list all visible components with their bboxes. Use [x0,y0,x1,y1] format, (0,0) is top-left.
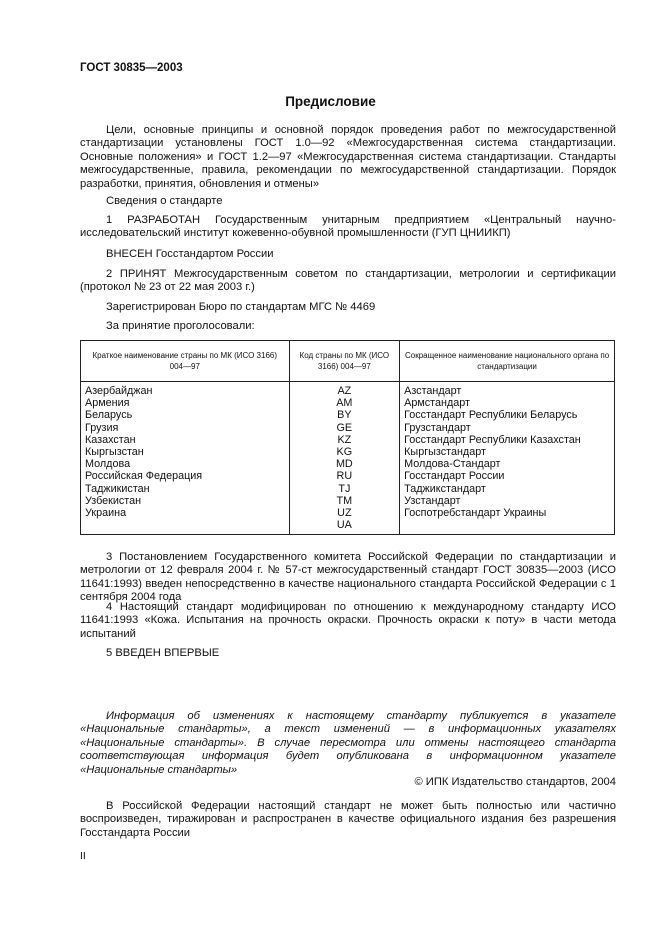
country-code: TM [336,494,353,507]
country-code: BY [337,409,352,422]
standards-body: Госстандарт Республики Беларусь [404,409,578,422]
standards-body: Таджикстандарт [404,482,486,495]
country-code: UZ [337,507,352,520]
standards-body: Госстандарт Республики Казахстан [404,433,581,446]
page-number: II [80,850,86,862]
item-3-decree: 3 Постановлением Государственного комитета Российской Федерации по стандартизации и метрологии от 12 февраля 2004 г. № 57-ст межгосударственный стандарт ГОСТ 30835—2003 (ИСО 11641:1993) введен непосредственно в качестве национального стандарта Российской Федерации с 1 сентября 2004 года [80,551,616,604]
country-name: Таджикистан [85,482,150,495]
standards-body: Азстандарт [404,385,462,397]
country-code: KG [336,446,353,459]
table-row [81,382,615,535]
voted-heading: За принятие проголосовали: [106,320,255,332]
country-name: Армения [85,397,130,410]
country-name: Молдова [85,458,131,471]
country-name: Узбекистан [85,494,142,507]
item-5-first: 5 ВВЕДЕН ВПЕРВЫЕ [106,647,220,659]
table-header-row [81,341,615,382]
about-heading: Сведения о стандарте [106,195,223,207]
standards-body: Госпотребстандарт Украины [404,507,547,520]
col-header-body: Сокращенное наименование национального органа по стандартизации [400,341,615,382]
standards-body: Кыргызстандарт [404,446,486,459]
standards-body: Грузстандарт [404,421,471,434]
country-code: MD [335,458,353,471]
country-code: UA [336,519,352,532]
standards-body: Армстандарт [404,397,470,410]
standards-body: Узстандарт [404,494,461,507]
country-name: Кыргызстан [85,446,144,459]
country-code: KZ [337,433,352,446]
country-name: Российская Федерация [85,470,203,483]
country-code: TJ [338,482,351,495]
standards-body: Молдова-Стандарт [404,458,501,471]
col-header-country: Краткое наименование страны по МК (ИСО 3166) 004—97 [81,341,290,382]
body-column [400,382,615,535]
country-name: Украина [85,507,127,520]
copyright-line: © ИПК Издательство стандартов, 2004 [414,776,616,788]
reproduction-notice: В Российской Федерации настоящий стандарт не может быть полностью или частично воспроизведен, тиражирован и распространен в качестве официального издания без разрешения Госстандарта России [80,800,616,839]
col-header-code: Код страны по МК (ИСО 3166) 004—97 [289,341,400,382]
code-column [289,382,400,535]
country-code: AZ [337,385,352,397]
standards-body: Госстандарт России [404,470,505,483]
country-column [81,382,290,535]
voting-table [80,340,615,535]
item-1-developed: 1 РАЗРАБОТАН Государственным унитарным предприятием «Центральный научно-исследовательский институт кожевенно-обувной промышленности (ГУП ЦНИИКП) [80,214,616,240]
country-code: RU [336,470,353,483]
item-4-modified: 4 Настоящий стандарт модифицирован по отношению к международному стандарту ИСО 11641:1993 «Кожа. Испытания на прочность окраски. Прочность окраски к поту» в части метода испытаний [80,601,616,640]
introduced-by: ВНЕСЕН Госстандартом России [106,248,274,260]
page-title: Предисловие [285,94,376,109]
info-notice: Информация об изменениях к настоящему стандарту публикуется в указателе «Национальные стандарты», а текст изменений — в информационных указателях «Национальные стандарты». В случае пересмотра или отмены настоящего стандарта соответствующая информация будет опубликована в информационном указателе «Национальные стандарты» [80,710,616,776]
country-name: Беларусь [85,409,133,422]
country-name: Казахстан [85,433,136,446]
country-name: Азербайджан [85,385,153,397]
intro-paragraph: Цели, основные принципы и основной порядок проведения работ по межгосударственной стандартизации установлены ГОСТ 1.0—92 «Межгосударственная система стандартизации. Основные положения» и ГОСТ 1.2—97 «Межгосударственная система стандартизации. Стандарты межгосударственные, правила, рекомендации по межгосударственной стандартизации. Порядок разработки, принятия, обновления и отмены» [80,124,616,190]
registration-note: Зарегистрирован Бюро по стандартам МГС № 4469 [106,301,376,313]
item-2-adopted: 2 ПРИНЯТ Межгосударственным советом по стандартизации, метрологии и сертификации (протокол № 23 от 22 мая 2003 г.) [80,268,616,294]
standard-header: ГОСТ 30835—2003 [80,62,183,74]
country-code: GE [336,421,353,434]
country-name: Грузия [85,421,119,434]
country-code: AM [336,397,353,410]
